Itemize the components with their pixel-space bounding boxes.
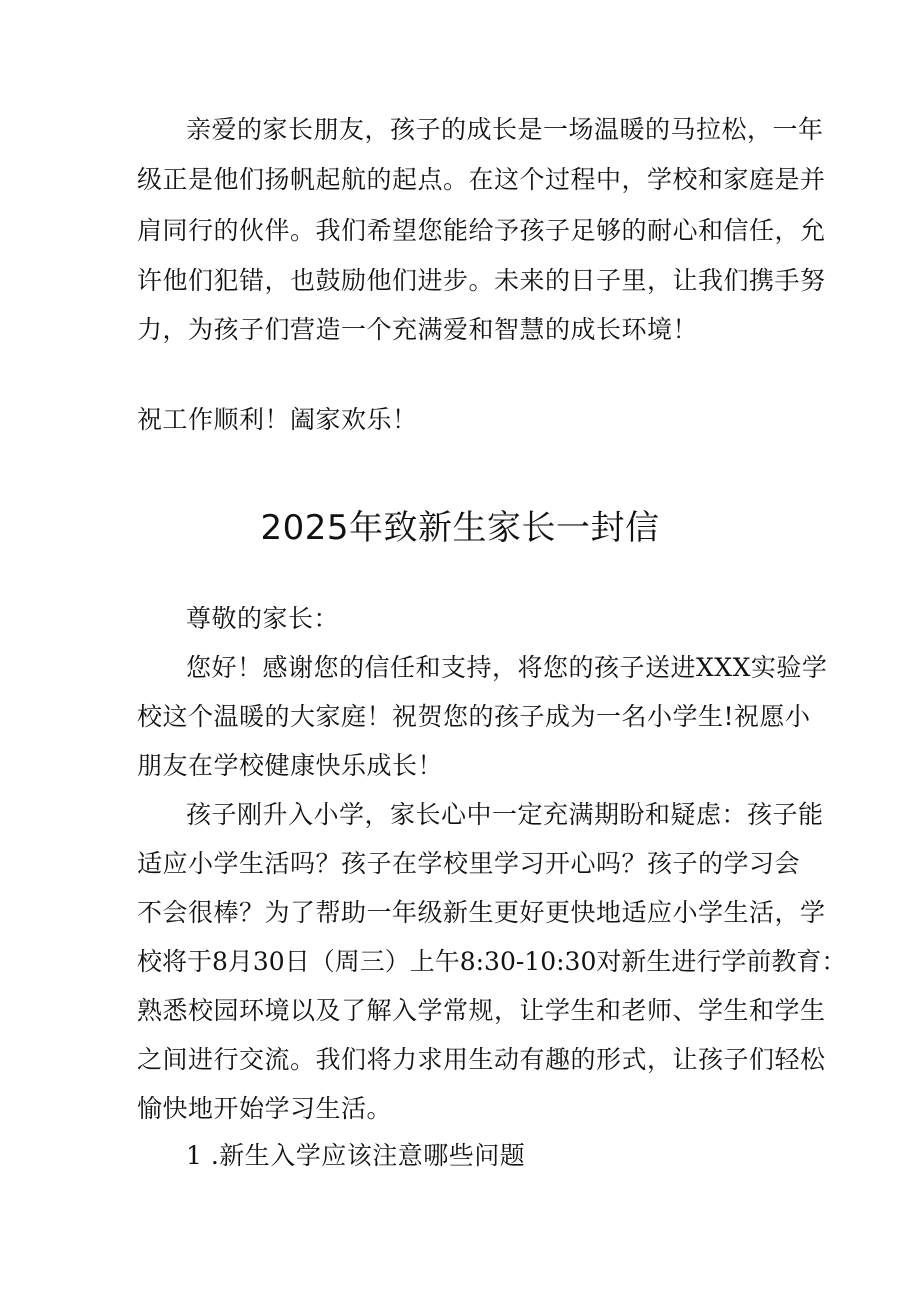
paragraph-2-line: 之间进行交流。我们将力求用生动有趣的形式，让孩子们轻松: [137, 1045, 826, 1074]
closing-paragraph-line: 肩同行的伙伴。我们希望您能给予孩子足够的耐心和信任，允: [137, 216, 826, 245]
section-heading: 1 .新生入学应该注意哪些问题: [186, 1141, 526, 1170]
paragraph-2-line: 适应小学生活吗？孩子在学校里学习开心吗？孩子的学习会: [137, 849, 801, 878]
paragraph-1-line: 您好！感谢您的信任和支持，将您的孩子送进XXX实验学: [186, 653, 828, 682]
paragraph-2-line: 校将于8月30日（周三）上午8:30-10:30对新生进行学前教育：: [137, 947, 847, 976]
paragraph-1-line: 校这个温暖的大家庭！祝贺您的孩子成为一名小学生!祝愿小: [137, 702, 811, 731]
closing-paragraph-line: 级正是他们扬帆起航的起点。在这个过程中，学校和家庭是并: [137, 165, 826, 194]
paragraph-2-line: 熟悉校园环境以及了解入学常规，让学生和老师、学生和学生: [137, 996, 826, 1025]
letter-title: 2025年致新生家长一封信: [260, 508, 660, 548]
letter-salutation: 尊敬的家长：: [186, 604, 340, 633]
paragraph-1-line: 朋友在学校健康快乐成长！: [137, 751, 444, 780]
closing-blessing: 祝工作顺利！阖家欢乐！: [137, 405, 418, 434]
paragraph-2-line: 愉快地开始学习生活。: [137, 1094, 393, 1123]
paragraph-2-line: 孩子刚升入小学，家长心中一定充满期盼和疑虑：孩子能: [186, 800, 824, 829]
paragraph-2-line: 不会很棒？为了帮助一年级新生更好更快地适应小学生活，学: [137, 898, 826, 927]
closing-paragraph-line: 许他们犯错，也鼓励他们进步。未来的日子里，让我们携手努: [137, 266, 826, 295]
closing-paragraph-line: 亲爱的家长朋友，孩子的成长是一场温暖的马拉松，一年: [186, 115, 824, 144]
closing-paragraph-line: 力，为孩子们营造一个充满爱和智慧的成长环境！: [137, 315, 699, 344]
